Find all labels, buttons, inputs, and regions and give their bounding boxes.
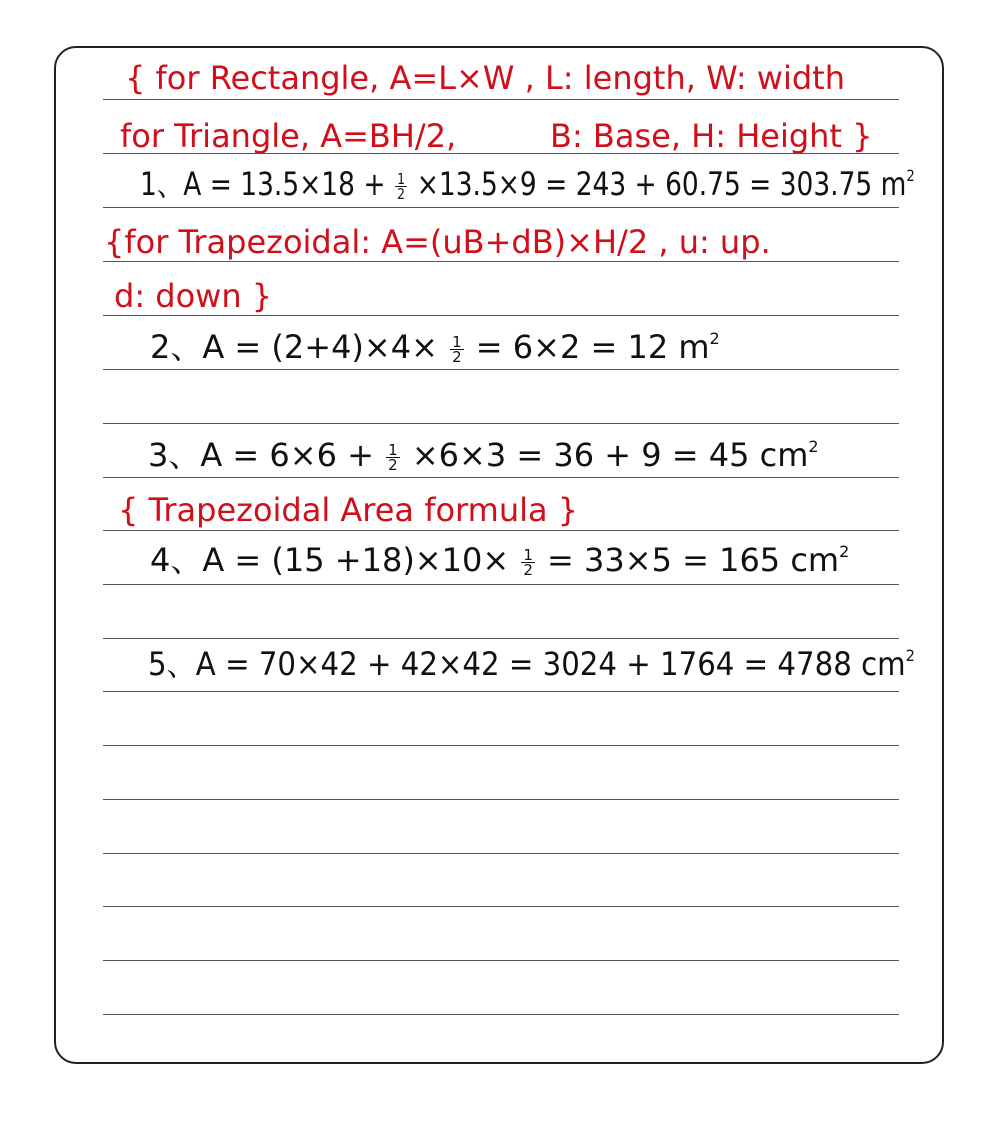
ruled-line <box>103 691 899 692</box>
problem-3-end: ×6×3 = 36 + 9 = 45 cm <box>411 436 809 474</box>
ruled-line <box>103 960 899 961</box>
problem-4-solution <box>150 540 849 580</box>
rectangle-formula-note: { for Rectangle, A=L×W , L: length, W: width <box>125 59 845 97</box>
fraction-numerator: 1 <box>452 332 462 351</box>
ruled-line <box>103 853 899 854</box>
half-fraction <box>450 332 464 366</box>
problem-5-solution <box>148 644 915 684</box>
half-fraction <box>521 545 535 579</box>
fraction-denominator: 2 <box>523 560 533 579</box>
ruled-line <box>103 745 899 746</box>
triangle-legend-note: B: Base, H: Height } <box>550 117 873 155</box>
trapezoid-area-note: { Trapezoidal Area formula } <box>118 491 579 529</box>
ruled-line <box>103 369 899 370</box>
fraction-denominator: 2 <box>397 184 406 203</box>
ruled-line <box>103 799 899 800</box>
half-fraction <box>396 169 407 203</box>
trapezoid-legend-note: d: down } <box>114 277 273 315</box>
unit-exponent: 2 <box>709 329 720 348</box>
problem-2-end: = 6×2 = 12 m <box>475 328 710 366</box>
problem-3-start: 3、A = 6×6 + <box>148 436 374 474</box>
problem-2-solution <box>150 327 720 367</box>
problem-5-text: 5、A = 70×42 + 42×42 = 3024 + 1764 = 4788 cm <box>148 645 906 683</box>
fraction-denominator: 2 <box>452 347 462 366</box>
ruled-line <box>103 477 899 478</box>
triangle-formula-note: for Triangle, A=BH/2, <box>120 117 457 155</box>
problem-1-start: 1、A = 13.5×18 + <box>140 165 386 203</box>
unit-exponent: 2 <box>905 646 915 665</box>
ruled-line <box>103 530 899 531</box>
fraction-numerator: 1 <box>388 440 398 459</box>
problem-1-end: ×13.5×9 = 243 + 60.75 = 303.75 m <box>416 165 907 203</box>
problem-2-start: 2、A = (2+4)×4× <box>150 328 438 366</box>
trapezoid-formula-note: {for Trapezoidal: A=(uB+dB)×H/2 , u: up. <box>104 223 771 261</box>
ruled-line <box>103 906 899 907</box>
ruled-line <box>103 423 899 424</box>
problem-4-start: 4、A = (15 +18)×10× <box>150 541 510 579</box>
half-fraction <box>386 440 400 474</box>
ruled-line <box>103 99 899 100</box>
ruled-line <box>103 207 899 208</box>
unit-exponent: 2 <box>906 166 915 185</box>
ruled-line <box>103 1014 899 1015</box>
problem-4-end: = 33×5 = 165 cm <box>547 541 840 579</box>
fraction-numerator: 1 <box>397 169 406 188</box>
fraction-denominator: 2 <box>388 455 398 474</box>
unit-exponent: 2 <box>839 542 850 561</box>
fraction-numerator: 1 <box>523 545 533 564</box>
unit-exponent: 2 <box>808 437 819 456</box>
ruled-line <box>103 638 899 639</box>
ruled-line <box>103 584 899 585</box>
problem-3-solution <box>148 435 819 475</box>
problem-1-solution <box>140 164 915 204</box>
